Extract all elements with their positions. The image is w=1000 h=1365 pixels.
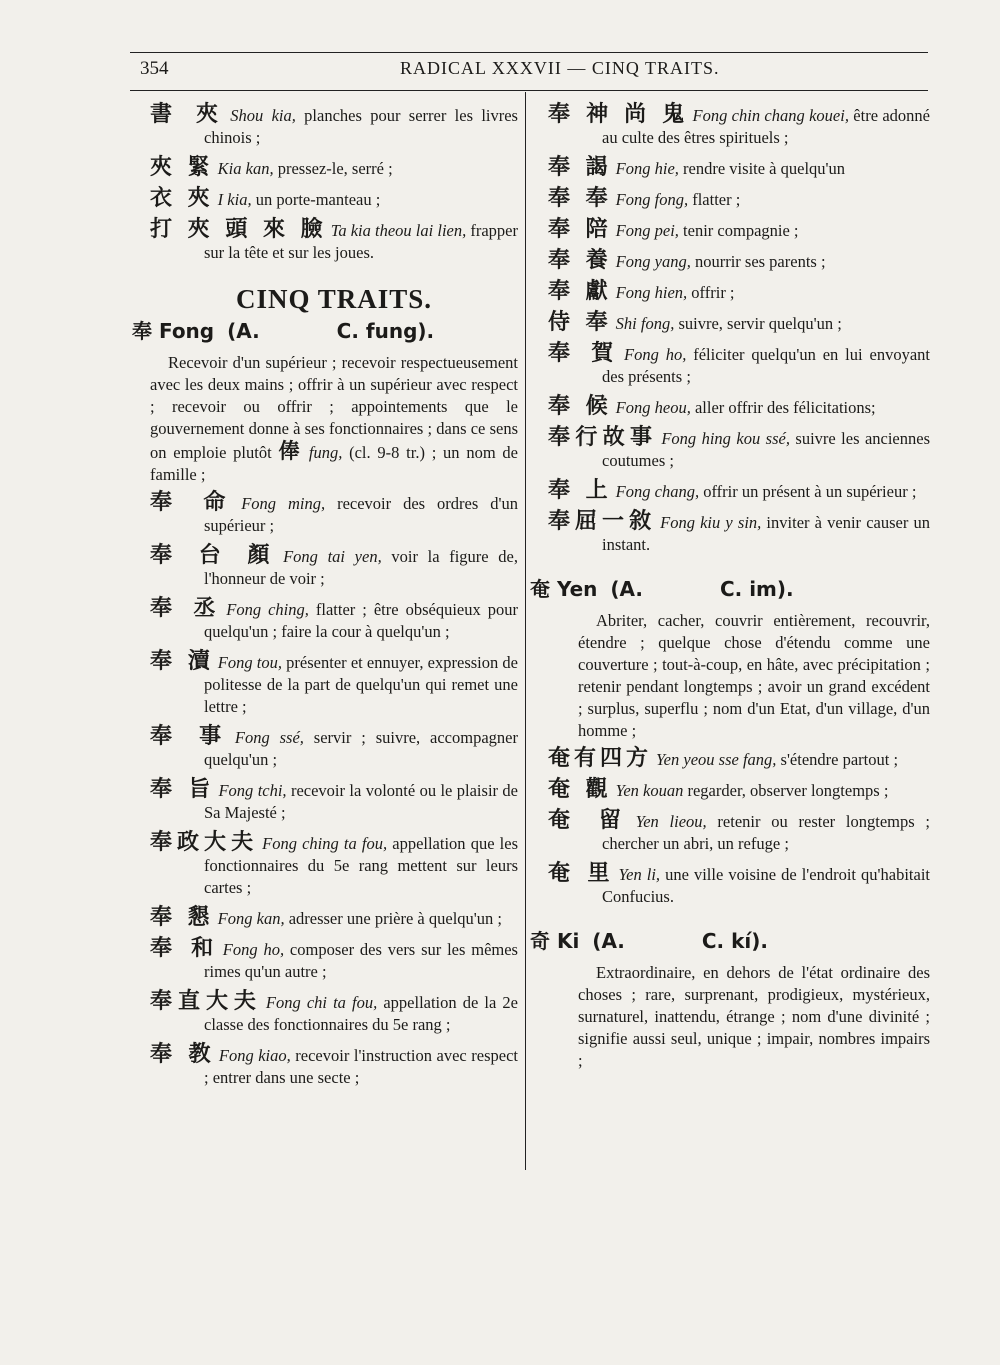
- entry-romanization: Ta kia theou lai lien,: [330, 221, 467, 240]
- entry-text: inviter à venir causer un instant.: [602, 513, 930, 554]
- entry-romanization: Fong ho,: [222, 940, 285, 959]
- head-cantonese: C. im).: [719, 577, 794, 601]
- entry-characters: 奉 丞: [150, 596, 223, 621]
- entry-characters: 奉 旨: [150, 777, 215, 802]
- head-cantonese: C. fung).: [336, 319, 435, 343]
- sub-entry: [548, 104, 930, 149]
- sub-entry: [548, 863, 930, 908]
- entry-characters: 奉行故事: [548, 425, 658, 450]
- sub-entry: [150, 157, 518, 180]
- sub-entry: [548, 810, 930, 855]
- sub-entry: [548, 219, 930, 242]
- entry-romanization: Fong pei,: [615, 221, 679, 240]
- head-annam: (A.: [592, 929, 625, 953]
- entry-text: recevoir l'instruction avec respect ; entrer dans une secte ;: [204, 1046, 518, 1087]
- entry-text: flatter ; être obséquieux pour quelqu'un ; faire la cour à quelqu'un ;: [204, 600, 518, 641]
- entry-characters: 奉 上: [548, 478, 612, 503]
- entry-characters: 奉 候: [548, 394, 612, 419]
- entry-characters: 書 夾: [150, 102, 227, 127]
- sub-entry: [548, 427, 930, 472]
- sub-entry: [150, 104, 518, 149]
- sub-entry: [548, 748, 930, 771]
- variant-text: (cl. 9-8 tr.) ; un nom de famille ;: [150, 443, 518, 484]
- sub-entry: [150, 545, 518, 590]
- section-title: CINQ TRAITS.: [235, 284, 433, 314]
- entry-romanization: Fong kiu y sin,: [660, 513, 762, 532]
- entry-characters: 奉 養: [548, 248, 612, 273]
- sub-entry: [548, 480, 930, 503]
- sub-entry: [150, 779, 518, 824]
- entry-characters: 奉 賀: [548, 341, 620, 366]
- variant-romanization: fung,: [308, 443, 343, 462]
- entry-romanization: Fong tai yen,: [283, 547, 382, 566]
- entry-romanization: Fong ching,: [226, 600, 309, 619]
- entry-romanization: Kia kan,: [217, 159, 274, 178]
- entry-text: regarder, observer longtemps ;: [683, 781, 889, 800]
- entry-text: voir la figure de, l'honneur de voir ;: [204, 547, 518, 588]
- sub-entry: [150, 598, 518, 643]
- entry-romanization: Fong heou,: [615, 398, 691, 417]
- entry-text: féliciter quelqu'un en lui envoyant des présents ;: [602, 345, 930, 386]
- entry-definition: Abriter, cacher, couvrir entièrement, recouvrir, étendre ; quelque chose d'étendu comme une couverture ; tout-à-coup, en hâte, avec précipitation ; retenir pendant longtemps ; avoir un grand excédent ; surplus, superflu ; nom d'un Etat, d'un village, d'un homme ;: [578, 611, 930, 740]
- sub-entry: [548, 779, 930, 802]
- head-character: 奇: [530, 929, 550, 953]
- entry-head-yen: [530, 578, 930, 600]
- entry-characters: 侍 奉: [548, 310, 612, 335]
- entry-romanization: Fong tchi,: [218, 781, 287, 800]
- entry-text: adresser une prière à quelqu'un ;: [284, 909, 502, 928]
- entry-text: retenir ou rester longtemps ; chercher un abri, un refuge ;: [602, 812, 930, 853]
- page-number: 354: [140, 58, 169, 79]
- head-character: 奉: [132, 319, 152, 343]
- entry-text: composer des vers sur les mêmes rimes qu'un autre ;: [204, 940, 518, 981]
- entry-characters: 奉 神 尚 鬼: [548, 102, 689, 127]
- head-romanization: Yen: [556, 577, 598, 601]
- sub-entry: [150, 832, 518, 899]
- entry-text: rendre visite à quelqu'un: [678, 159, 846, 178]
- sub-entry: [548, 312, 930, 335]
- entry-text: être adonné au culte des êtres spirituels ;: [602, 106, 931, 147]
- sub-entry: [150, 651, 518, 718]
- sub-entry: [150, 907, 518, 930]
- sub-entry: [548, 396, 930, 419]
- entry-characters: 奄 觀: [548, 777, 612, 802]
- entry-romanization: Fong hie,: [615, 159, 679, 178]
- sub-entry: [150, 726, 518, 771]
- entry-romanization: Fong hing kou ssé,: [661, 429, 790, 448]
- entry-text: s'étendre partout ;: [776, 750, 899, 769]
- sub-entry: [150, 188, 518, 211]
- entry-romanization: Fong chi ta fou,: [265, 993, 378, 1012]
- right-yen-entries: [548, 748, 930, 908]
- running-head: RADICAL XXXVII — CINQ TRAITS.: [400, 58, 720, 78]
- sub-entry: [548, 250, 930, 273]
- column-divider: [525, 92, 526, 1170]
- entry-romanization: Yen li,: [618, 865, 661, 884]
- entry-romanization: Yen yeou sse fang,: [656, 750, 777, 769]
- entry-romanization: Fong chang,: [615, 482, 700, 501]
- entry-text: aller offrir des félicitations;: [690, 398, 876, 417]
- entry-romanization: Shou kia,: [230, 106, 296, 125]
- entry-characters: 奉 事: [150, 724, 231, 749]
- header-bottom-rule: [130, 90, 928, 91]
- head-annam: (A.: [227, 319, 260, 343]
- entry-text: recevoir la volonté ou le plaisir de Sa Majesté ;: [204, 781, 518, 822]
- entry-characters: 奄有四方: [548, 746, 653, 771]
- entry-text: suivre les anciennes coutumes ;: [602, 429, 931, 470]
- entry-romanization: Fong ho,: [623, 345, 687, 364]
- entry-romanization: Yen kouan: [615, 781, 684, 800]
- head-annam: (A.: [610, 577, 643, 601]
- entry-definition: [150, 352, 518, 486]
- entry-text: offrir ;: [687, 283, 735, 302]
- entry-romanization: Fong ming,: [241, 494, 326, 513]
- page-header: [130, 56, 930, 86]
- entry-text: une ville voisine de l'endroit qu'habitait Confucius.: [602, 865, 931, 906]
- head-cantonese: C. kí).: [701, 929, 768, 953]
- entry-head-ki: [530, 930, 930, 952]
- entry-characters: 奉 奉: [548, 186, 612, 211]
- entry-romanization: Fong tou,: [217, 653, 283, 672]
- entry-text: tenir compagnie ;: [678, 221, 799, 240]
- left-column: [132, 102, 518, 1097]
- entry-romanization: Fong kiao,: [218, 1046, 291, 1065]
- entry-characters: 奉屈一敘: [548, 509, 657, 534]
- sub-entry: [150, 938, 518, 983]
- entry-characters: 夾 緊: [150, 155, 214, 180]
- entry-romanization: Shi fong,: [615, 314, 675, 333]
- head-romanization: Fong: [158, 319, 215, 343]
- entry-text: recevoir des ordres d'un supérieur ;: [204, 494, 518, 535]
- entry-romanization: Fong fong,: [615, 190, 689, 209]
- entry-text: planches pour serrer les livres chinois ;: [204, 106, 518, 147]
- entry-romanization: Fong kan,: [217, 909, 285, 928]
- sub-entry: [548, 188, 930, 211]
- definition-text: Recevoir d'un supérieur ; recevoir respectueusement avec les deux mains ; offrir à un supérieur avec respect ; recevoir ou offrir ; appointements que le gouvernement donne à ses fonctionnaires ; dans ce sens on emploie plutôt: [150, 353, 518, 462]
- entry-text: servir ; suivre, accompagner quelqu'un ;: [204, 728, 518, 769]
- entry-characters: 奉 和: [150, 936, 219, 961]
- sub-entry: [548, 511, 930, 556]
- entry-romanization: Fong ching ta fou,: [262, 834, 388, 853]
- entry-characters: 奉直大夫: [150, 989, 262, 1014]
- right-fong-entries: [548, 104, 930, 556]
- entry-text: appellation que les fonctionnaires du 5e rang mettent sur leurs cartes ;: [204, 834, 518, 897]
- head-character: 奄: [530, 577, 550, 601]
- entry-characters: 衣 夾: [150, 186, 214, 211]
- entry-characters: 奄 里: [548, 861, 615, 886]
- entry-romanization: Fong hien,: [615, 283, 688, 302]
- entry-text: un porte-manteau ;: [251, 190, 381, 209]
- entry-characters: 奉 謁: [548, 155, 612, 180]
- entry-text: flatter ;: [688, 190, 741, 209]
- left-sub-entries: [150, 492, 518, 1089]
- entry-romanization: I kia,: [217, 190, 252, 209]
- entry-text: offrir un présent à un supérieur ;: [699, 482, 917, 501]
- entry-characters: 奉 獻: [548, 279, 612, 304]
- entry-text: présenter et ennuyer, expression de politesse de la part de quelqu'un qui remet une lettre ;: [204, 653, 518, 716]
- entry-characters: 奉 瀆: [150, 649, 214, 674]
- sub-entry: [150, 1044, 518, 1089]
- entry-romanization: Fong ssé,: [234, 728, 304, 747]
- entry-characters: 打 夾 頭 來 臉: [150, 217, 327, 242]
- entry-romanization: Fong yang,: [615, 252, 691, 271]
- entry-text: appellation de la 2e classe des fonctionnaires du 5e rang ;: [204, 993, 518, 1034]
- head-romanization: Ki: [556, 929, 580, 953]
- entry-characters: 奄 留: [548, 808, 632, 833]
- entry-romanization: Fong chin chang kouei,: [692, 106, 849, 125]
- entry-text: frapper sur la tête et sur les joues.: [204, 221, 518, 262]
- entry-text: suivre, servir quelqu'un ;: [674, 314, 842, 333]
- left-top-entries: [150, 104, 518, 264]
- entry-definition: Extraordinaire, en dehors de l'état ordinaire des choses ; rare, surprenant, prodigieux, mystérieux, surnaturel, inattendu, étrange ; nom d'une divinité ; signifie aussi seul, unique ; impair, nombres impairs ;: [578, 963, 930, 1070]
- sub-entry: [150, 991, 518, 1036]
- entry-text: pressez-le, serré ;: [273, 159, 393, 178]
- entry-romanization: Yen lieou,: [635, 812, 707, 831]
- entry-characters: 奉 懇: [150, 905, 214, 930]
- sub-entry: [548, 343, 930, 388]
- sub-entry: [548, 281, 930, 304]
- sub-entry: [150, 219, 518, 264]
- sub-entry: [548, 157, 930, 180]
- header-top-rule: [130, 52, 928, 53]
- entry-characters: 奉 命: [150, 490, 238, 515]
- entry-characters: 奉 陪: [548, 217, 612, 242]
- entry-characters: 奉 台 顏: [150, 543, 280, 568]
- entry-characters: 奉 教: [150, 1042, 215, 1067]
- entry-text: nourrir ses parents ;: [690, 252, 826, 271]
- sub-entry: [150, 492, 518, 537]
- entry-head-fong: [132, 320, 518, 342]
- entry-characters: 奉政大夫: [150, 830, 259, 855]
- variant-character: 俸: [278, 439, 303, 463]
- right-column: [530, 102, 931, 1078]
